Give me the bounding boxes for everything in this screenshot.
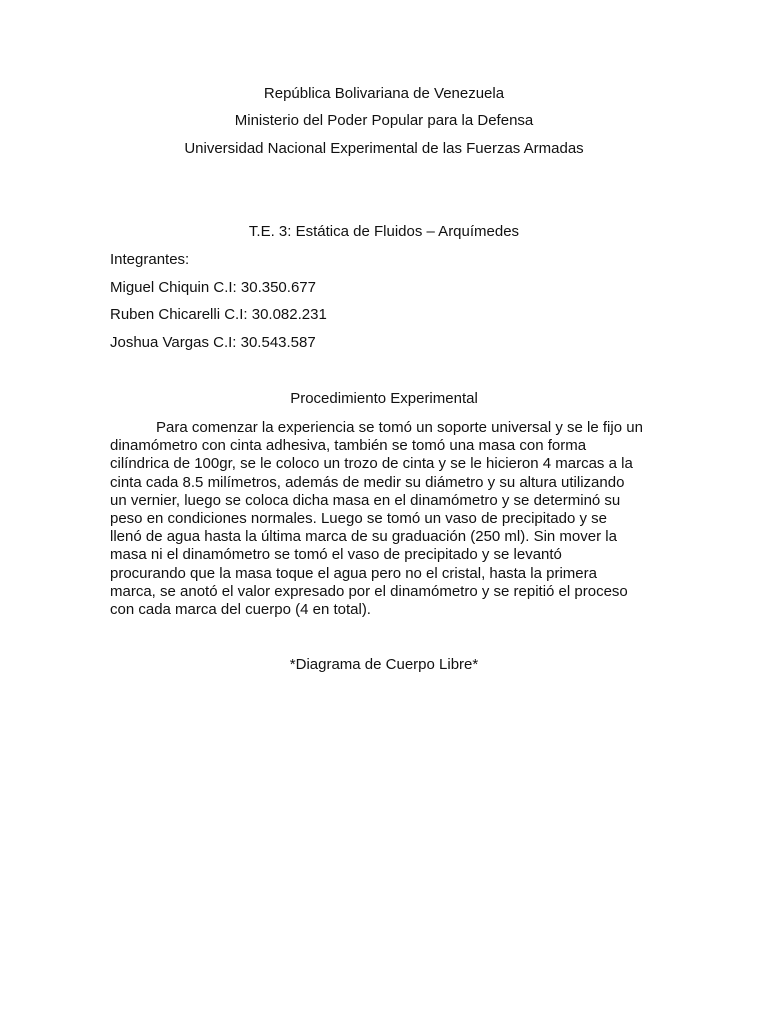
procedure-heading: Procedimiento Experimental [290, 390, 478, 407]
diagram-caption: *Diagrama de Cuerpo Libre* [289, 656, 479, 673]
document-title: T.E. 3: Estática de Fluidos – Arquímedes [248, 223, 520, 240]
member-item: Ruben Chicarelli C.I: 30.082.231 [110, 306, 327, 323]
header-university: Universidad Nacional Experimental de las Fuerzas Armadas [184, 140, 584, 157]
paragraph-line: con cada marca del cuerpo (4 en total). [110, 601, 371, 619]
member-item: Joshua Vargas C.I: 30.543.587 [110, 334, 316, 351]
paragraph-line: peso en condiciones normales. Luego se tomó un vaso de precipitado y se [110, 510, 607, 528]
paragraph-line: procurando que la masa toque el agua pero no el cristal, hasta la primera [110, 564, 597, 582]
paragraph-line: masa ni el dinamómetro se tomó el vaso de precipitado y se levantó [110, 546, 562, 564]
paragraph-line: llenó de agua hasta la última marca de su graduación (250 ml). Sin mover la [110, 528, 617, 546]
paragraph-line: dinamómetro con cinta adhesiva, también se tomó una masa con forma [110, 437, 587, 455]
members-heading: Integrantes: [110, 251, 190, 268]
paragraph-line: cinta cada 8.5 milímetros, además de medir su diámetro y su altura utilizando [110, 473, 625, 491]
paragraph-line: cilíndrica de 100gr, se le coloco un trozo de cinta y se le hicieron 4 marcas a la [110, 455, 633, 473]
header-republic: República Bolivariana de Venezuela [263, 85, 505, 102]
paragraph-line: marca, se anotó el valor expresado por el dinamómetro y se repitió el proceso [110, 582, 628, 600]
header-ministry: Ministerio del Poder Popular para la Defensa [234, 112, 534, 129]
member-item: Miguel Chiquin C.I: 30.350.677 [110, 279, 316, 296]
procedure-paragraph [110, 419, 662, 619]
paragraph-line: un vernier, luego se coloca dicha masa en el dinamómetro y se determinó su [110, 491, 621, 509]
paragraph-line: Para comenzar la experiencia se tomó un soporte universal y se le fijo un [156, 419, 643, 436]
